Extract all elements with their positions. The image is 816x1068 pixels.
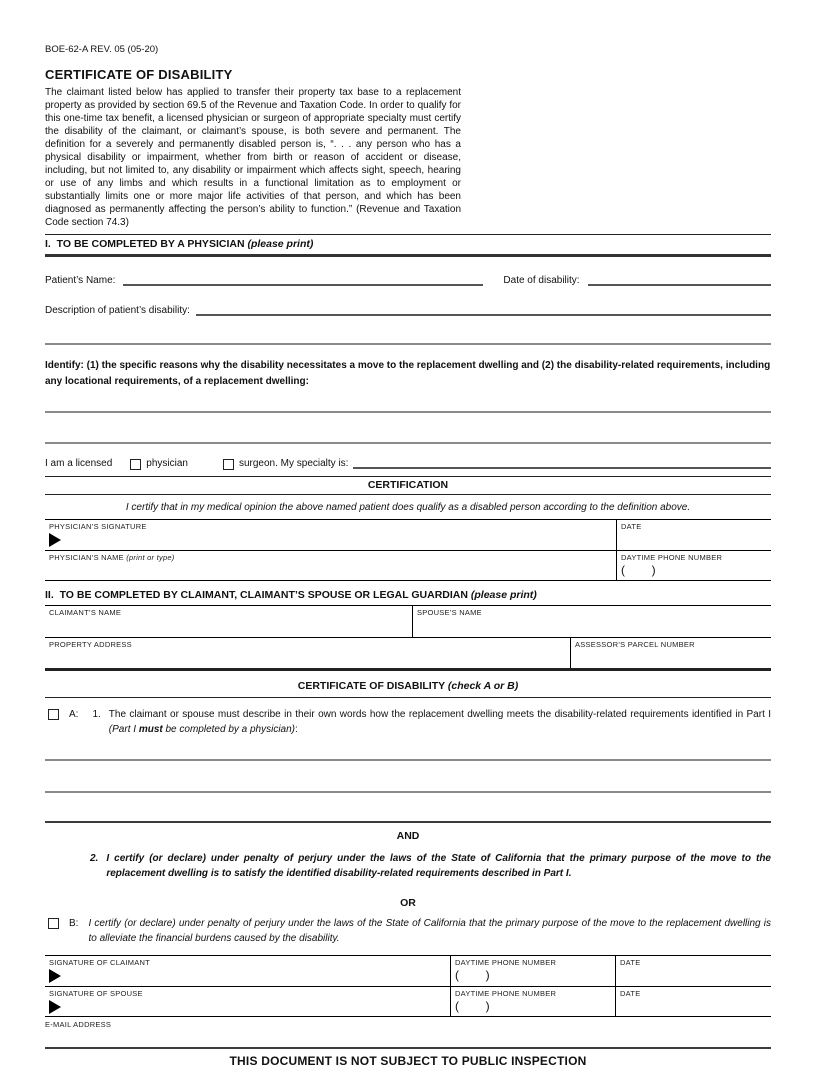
phone-blank: ( ) [621,563,656,577]
signature-of-spouse-label: SIGNATURE OF SPOUSE [49,989,143,998]
footer-divider [45,1047,771,1049]
parcel-number-cell[interactable] [570,638,771,668]
daytime-phone-label: DAYTIME PHONE NUMBER [621,553,723,562]
section-1-heading-note: (please print) [247,238,314,250]
identify-instructions: Identify: (1) the specific reasons why the disability necessitates a move to the replacement dwelling and (2) the disability-related requirements, including any locational requirements, of a replacement dwelling: [45,360,771,387]
certificate-of-disability-header [45,680,771,698]
physician-checkbox[interactable] [130,459,141,470]
section-divider [45,821,771,823]
option-b-checkbox[interactable] [48,918,59,929]
property-address-label: PROPERTY ADDRESS [49,640,132,649]
disability-description-row [45,303,771,316]
physician-signature-table [45,519,771,581]
item-2-text: I certify (or declare) under penalty of perjury under the laws of the State of California that the primary purpose of the move to the replacement dwelling is to satisfy the identified disability-related requirements described in Part I. [106,853,771,879]
certification-header: CERTIFICATION [45,477,771,495]
option-a-text: The claimant or spouse must describe in their own words how the replacement dwelling meets the disability-related requirements identified in Part I (Part I must be completed by a physician): [108,709,771,735]
disability-description-field[interactable] [196,303,771,316]
patient-name-field[interactable] [123,273,483,286]
option-b-letter: B: [69,918,79,929]
option-a-row [45,707,771,737]
patient-name-label: Patient’s Name: [45,275,116,286]
footer-notice: THIS DOCUMENT IS NOT SUBJECT TO PUBLIC INSPECTION [229,1054,587,1068]
section-1-heading: I. TO BE COMPLETED BY A PHYSICIAN [45,238,245,250]
claimant-name-label: CLAIMANT’S NAME [49,608,122,617]
form-title: CERTIFICATE OF DISABILITY [45,67,233,82]
table-row [45,986,771,1016]
date-label: DATE [620,989,641,998]
disability-description-label: Description of patient’s disability: [45,305,190,316]
certification-statement: I certify that in my medical opinion the above named patient does qualify as a disabled person according to the definition above. [125,502,691,513]
date-label: DATE [620,958,641,967]
write-line[interactable] [45,411,771,413]
phone-blank: ( ) [455,999,490,1013]
table-row [45,637,771,668]
surgeon-checkbox-label: surgeon. My specialty is: [238,458,349,469]
date-of-disability-field[interactable] [588,273,771,286]
option-a-checkbox[interactable] [48,709,59,720]
physician-checkbox-label: physician [146,458,188,469]
write-line[interactable] [45,343,771,345]
table-row [45,606,771,637]
email-address-label: E-MAIL ADDRESS [45,1020,112,1029]
table-row [45,956,771,986]
licensed-prefix-label: I am a licensed [45,458,113,469]
physician-phone-cell[interactable] [616,551,771,580]
cod-heading-text: CERTIFICATE OF DISABILITY [297,680,445,692]
write-line[interactable] [45,791,771,793]
claimant-signature-cell[interactable] [45,956,450,986]
phone-blank: ( ) [455,968,490,982]
signature-arrow-icon [49,1000,61,1014]
option-a-number: 1. [92,709,101,720]
daytime-phone-label: DAYTIME PHONE NUMBER [455,958,557,967]
signature-arrow-icon [49,533,61,547]
daytime-phone-label: DAYTIME PHONE NUMBER [455,989,557,998]
physician-name-cell[interactable] [45,551,616,580]
and-label: AND [396,830,420,842]
option-b-text: I certify (or declare) under penalty of perjury under the laws of the State of California that the primary purpose of the move to the replacement dwelling is to alleviate the financial burdens caused by the disability. [88,918,771,944]
patient-name-row [45,273,771,286]
licensed-row [45,456,771,477]
spouse-signature-cell[interactable] [45,987,450,1016]
physician-signature-label: PHYSICIAN’S SIGNATURE [49,522,147,531]
property-address-cell[interactable] [45,638,570,668]
parcel-number-label: ASSESSOR’S PARCEL NUMBER [575,640,695,649]
table-row [45,550,771,580]
claimant-name-cell[interactable] [45,606,412,637]
physician-name-label: PHYSICIAN’S NAME [49,553,124,562]
signature-arrow-icon [49,969,61,983]
form-number: BOE-62-A REV. 05 (05-20) [45,44,159,55]
specialty-field[interactable] [353,456,771,469]
physician-signature-cell[interactable] [45,520,616,550]
surgeon-checkbox[interactable] [223,459,234,470]
claimant-date-cell[interactable] [615,956,771,986]
option-b-row [45,916,771,946]
claimant-info-table [45,605,771,671]
claimant-phone-cell[interactable] [450,956,615,986]
write-line[interactable] [45,759,771,761]
write-line[interactable] [45,442,771,444]
table-row [45,520,771,550]
item-2-number: 2. [90,853,99,864]
physician-name-note: (print or type) [126,553,175,562]
spouse-date-cell[interactable] [615,987,771,1016]
section-2-heading: II. TO BE COMPLETED BY CLAIMANT, CLAIMANT’S SPOUSE OR LEGAL GUARDIAN [45,589,468,601]
intro-paragraph: The claimant listed below has applied to transfer their property tax base to a replacement property as provided by section 69.5 of the Revenue and Taxation Code. In order to qualify for this one-time tax benefit, a licensed physician or surgeon of appropriate specialty must certify the disability of the claimant, or claimant’s spouse, is both severe and permanent. The definition for a severely and permanently disabled person is, “. . . any person who has a physical disability or impairment, whether from birth or reason of accident or disease, including, but not limited to, any disability or impairment which affects sight, speech, hearing or use of any limbs and which results in a functional limitation as to employment or substantially limits one or more major life activities of that person, and which has been diagnosed as permanently affecting the person’s ability to function.” (Revenue and Taxation Code section 74.3) [45,87,461,228]
option-a-letter: A: [69,709,79,720]
claimant-signature-table [45,955,771,1017]
section-2-header [45,589,771,601]
date-of-disability-label: Date of disability: [503,275,580,286]
section-2-heading-note: (please print) [470,589,537,601]
item-2-row [45,851,771,881]
or-label: OR [400,897,416,909]
cod-heading-note: (check A or B) [447,680,519,692]
spouse-phone-cell[interactable] [450,987,615,1016]
signature-of-claimant-label: SIGNATURE OF CLAIMANT [49,958,150,967]
spouse-name-label: SPOUSE’S NAME [417,608,482,617]
spouse-name-cell[interactable] [412,606,771,637]
physician-date-cell[interactable] [616,520,771,550]
email-address-cell[interactable] [45,1017,771,1043]
date-label: DATE [621,522,642,531]
section-1-header [45,234,771,257]
